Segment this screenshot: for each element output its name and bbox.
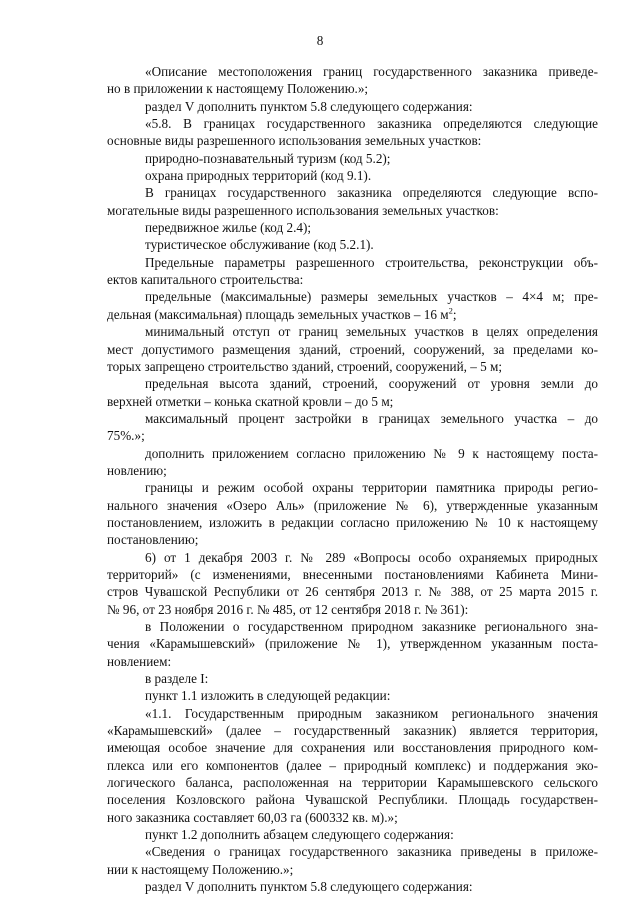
line-text: туристическое обслуживание (код 5.2.1). xyxy=(145,237,374,253)
line-text: имеющая особое значение для сохранения или восстановления природного ком- xyxy=(107,740,598,756)
line-text: пункт 1.2 дополнить абзацем следующего содержания: xyxy=(145,827,454,843)
line-text: территорий» (с изменениями, внесенными постановлениями Кабинета Мини- xyxy=(107,566,598,582)
line-text: раздел V дополнить пунктом 5.8 следующего содержания: xyxy=(145,98,473,114)
text-line xyxy=(107,184,598,201)
text-line xyxy=(107,271,598,288)
text-line xyxy=(107,219,598,236)
text-line xyxy=(107,323,598,340)
line-text: 6) от 1 декабря 2003 г. № 289 «Вопросы особо охраняемых природных xyxy=(145,549,598,565)
text-line xyxy=(107,393,598,410)
line-text: в разделе I: xyxy=(145,671,209,687)
line-text: «Сведения о границах государственного заказника приведены в приложе- xyxy=(145,844,598,860)
line-text: постановлению; xyxy=(107,532,199,548)
text-line xyxy=(107,306,598,323)
text-line xyxy=(107,132,598,149)
line-text: пункт 1.1 изложить в следующей редакции: xyxy=(145,688,391,704)
page-number: 8 xyxy=(316,33,324,48)
text-line xyxy=(107,757,598,774)
text-line xyxy=(107,861,598,878)
text-line xyxy=(107,497,598,514)
text-line xyxy=(107,531,598,548)
line-text: новлению; xyxy=(107,462,167,478)
line-text: ектов капитального строительства: xyxy=(107,272,304,288)
line-text: «Карамышевский» (далее – государственный заказник) является территория, xyxy=(107,723,598,739)
line-text: могательные виды разрешенного использования земельных участков: xyxy=(107,202,499,218)
line-text: логического баланса, расположенная на территории Карамышевского сельского xyxy=(107,775,598,791)
text-line xyxy=(107,462,598,479)
line-text: «Описание местоположения границ государственного заказника приведе- xyxy=(145,64,598,79)
line-text: дополнить приложением согласно приложению № 9 к настоящему поста- xyxy=(145,445,598,461)
text-line xyxy=(107,826,598,843)
line-text: границы и режим особой охраны территории памятника природы регио- xyxy=(145,480,598,496)
line-text: № 96, от 23 ноября 2016 г. № 485, от 12 сентября 2018 г. № 361): xyxy=(107,601,469,617)
line-text: нии к настоящему Положению.»; xyxy=(107,861,294,877)
line-text: плекса или его компонентов (далее – природный комплекс) и поддержания эко- xyxy=(107,757,598,773)
text-line xyxy=(107,202,598,219)
line-text: передвижное жилье (код 2.4); xyxy=(145,220,312,236)
text-line xyxy=(107,878,598,895)
document-body xyxy=(107,63,598,896)
line-text: минимальный отступ от границ земельных участков в целях определения xyxy=(145,324,598,340)
line-text: но в приложении к настоящему Положению.»; xyxy=(107,81,369,97)
text-line xyxy=(107,687,598,704)
line-suffix: ; xyxy=(452,306,457,322)
line-text: торых запрещено строительство зданий, строений, сооружений, – 5 м; xyxy=(107,358,503,374)
text-line xyxy=(107,80,598,97)
line-text: ного заказника составляет 60,03 га (600332 кв. м).»; xyxy=(107,809,398,825)
line-text: «5.8. В границах государственного заказника определяются следующие xyxy=(145,116,598,132)
line-text: нального значения «Озеро Аль» (приложение № 6), утвержденные указанным xyxy=(107,497,598,513)
text-line xyxy=(107,167,598,184)
text-line xyxy=(107,254,598,271)
text-line xyxy=(107,115,598,132)
text-line xyxy=(107,288,598,305)
text-line xyxy=(107,566,598,583)
text-line xyxy=(107,635,598,652)
text-line xyxy=(107,653,598,670)
line-text: дельная (максимальная) площадь земельных участков – 16 м xyxy=(107,306,449,322)
text-line xyxy=(107,358,598,375)
line-text: охрана природных территорий (код 9.1). xyxy=(145,168,372,184)
line-text: Предельные параметры разрешенного строительства, реконструкции объ- xyxy=(145,254,598,270)
text-line xyxy=(107,549,598,566)
text-line xyxy=(107,236,598,253)
text-line xyxy=(107,618,598,635)
text-line xyxy=(107,774,598,791)
text-line xyxy=(107,98,598,115)
line-text: основные виды разрешенного использования земельных участков: xyxy=(107,133,482,149)
text-line xyxy=(107,514,598,531)
text-line xyxy=(107,791,598,808)
line-text: природно-познавательный туризм (код 5.2); xyxy=(145,150,391,166)
line-text: раздел V дополнить пунктом 5.8 следующего содержания: xyxy=(145,879,473,895)
line-text: чения «Карамышевский» (приложение № 1), утвержденном указанным поста- xyxy=(107,636,598,652)
text-line xyxy=(107,341,598,358)
line-text: стров Чувашской Республики от 26 сентября 2013 г. № 388, от 25 марта 2015 г. xyxy=(107,584,598,600)
line-text: мест допустимого размещения зданий, строений, сооружений, за пределами ко- xyxy=(107,341,598,357)
line-text: В границах государственного заказника определяются следующие вспо- xyxy=(145,185,598,201)
line-text: верхней отметки – конька скатной кровли – до 5 м; xyxy=(107,393,394,409)
line-text: предельные (максимальные) размеры земельных участков – 4×4 м; пре- xyxy=(145,289,598,305)
line-text: постановлением, изложить в редакции согласно приложению № 10 к настоящему xyxy=(107,514,598,530)
line-text: «1.1. Государственным природным заказником регионального значения xyxy=(145,705,598,721)
text-line xyxy=(107,63,598,80)
text-line xyxy=(107,479,598,496)
text-line xyxy=(107,583,598,600)
text-line xyxy=(107,427,598,444)
text-line xyxy=(107,410,598,427)
text-line xyxy=(107,722,598,739)
line-text: новлением: xyxy=(107,653,172,669)
text-line xyxy=(107,739,598,756)
text-line xyxy=(107,670,598,687)
superscript: 2 xyxy=(448,305,453,316)
text-line xyxy=(107,601,598,618)
line-text: поселения Козловского района Чувашской Республики. Площадь государствен- xyxy=(107,792,598,808)
text-line xyxy=(107,705,598,722)
line-text: предельная высота зданий, строений, сооружений от уровня земли до xyxy=(145,376,598,392)
text-line xyxy=(107,809,598,826)
line-text: 75%.»; xyxy=(107,428,145,444)
text-line xyxy=(107,150,598,167)
text-line xyxy=(107,375,598,392)
line-text: в Положении о государственном природном заказнике регионального зна- xyxy=(145,619,598,634)
text-line xyxy=(107,843,598,860)
text-line xyxy=(107,445,598,462)
line-text: максимальный процент застройки в границах земельного участка – до xyxy=(145,410,598,426)
